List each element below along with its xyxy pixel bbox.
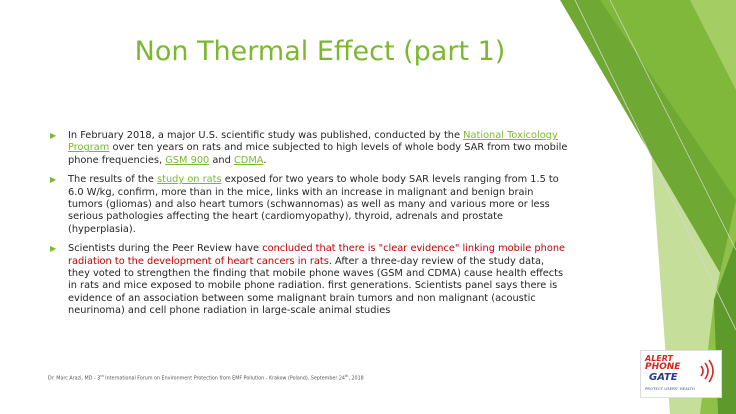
- text-run: exposed for two years to whole body SAR levels ranging from 1.5 to 6.0 W/kg, confirm, more than in the mice, links with an increase in malignant and benign brain tumors (gliomas) and also heart tumors (schwannomas) as well as many and various more or less serious pathologies affecting the heart (cardiomyopathy), thyroid, adrenals and prostate (hyperplasia).: [68, 174, 559, 235]
- logo-word-alert: ALERT: [645, 354, 674, 363]
- text-run: and: [209, 154, 234, 166]
- text-run: .: [263, 154, 267, 166]
- bullet-item-peer-review: [48, 243, 568, 317]
- link-national-toxicology-program[interactable]: National Toxicology Program: [68, 130, 558, 154]
- bullet-item-nTP-study: [48, 130, 568, 167]
- footer-text: , 2018: [348, 376, 364, 382]
- text-run: . After a three-day review of the study data, they voted to strengthen the finding that mobile phone waves (GSM and CDMA) cause health effects in rats and mice exposed to mobile phone radiation. first generations. Scientists panel says there is evidence of an association between some malignant brain tumors and non malignant (acoustic neurinoma) and cell phone radiation in large-scale animal studies: [68, 255, 564, 317]
- bullet-3-text: [68, 243, 565, 316]
- bullet-1-text: [68, 130, 567, 166]
- triangle-right-icon: ▶: [50, 175, 57, 185]
- text-run: In February 2018, a major U.S. scientific study was published, conducted by the: [68, 130, 464, 141]
- footer-superscript: rd: [100, 374, 104, 378]
- triangle-right-icon: ▶: [50, 244, 57, 254]
- logo-word-gate: GATE: [649, 372, 678, 383]
- logo-word-phone: PHONE: [645, 362, 681, 372]
- bullet-item-results: [48, 174, 568, 236]
- alert-phone-gate-logo: [640, 350, 722, 398]
- footer-citation: [48, 374, 364, 382]
- link-gsm-900[interactable]: GSM 900: [165, 154, 210, 166]
- text-run: Scientists during the Peer Review have: [68, 243, 263, 255]
- footer-text: International Forum on Environment Protection from EMF Pollution - Krakow (Poland), September 24: [103, 376, 345, 382]
- triangle-right-icon: ▶: [50, 131, 57, 140]
- text-run: over ten years on rats and mice subjected to high levels of whole body SAR from two mobile phone frequencies,: [68, 142, 568, 166]
- footer-superscript: th: [344, 374, 349, 378]
- bullet-2-text: [68, 174, 559, 235]
- link-cdma[interactable]: CDMA: [233, 154, 264, 166]
- footer-text: Dr. Marc Arazi, MD - 3: [48, 376, 101, 382]
- bullet-list: [48, 130, 568, 325]
- link-study-on-rats[interactable]: study on rats: [157, 174, 222, 186]
- logo-tagline: PROTECT USERS' HEALTH: [645, 387, 695, 391]
- signal-waves-icon: [697, 359, 717, 383]
- text-run: The results of the: [68, 174, 158, 186]
- highlighted-conclusion: concluded that there is "clear evidence" linking mobile phone radiation to the development of heart cancers in rats: [68, 243, 566, 267]
- slide-title: Non Thermal Effect (part 1): [134, 36, 506, 67]
